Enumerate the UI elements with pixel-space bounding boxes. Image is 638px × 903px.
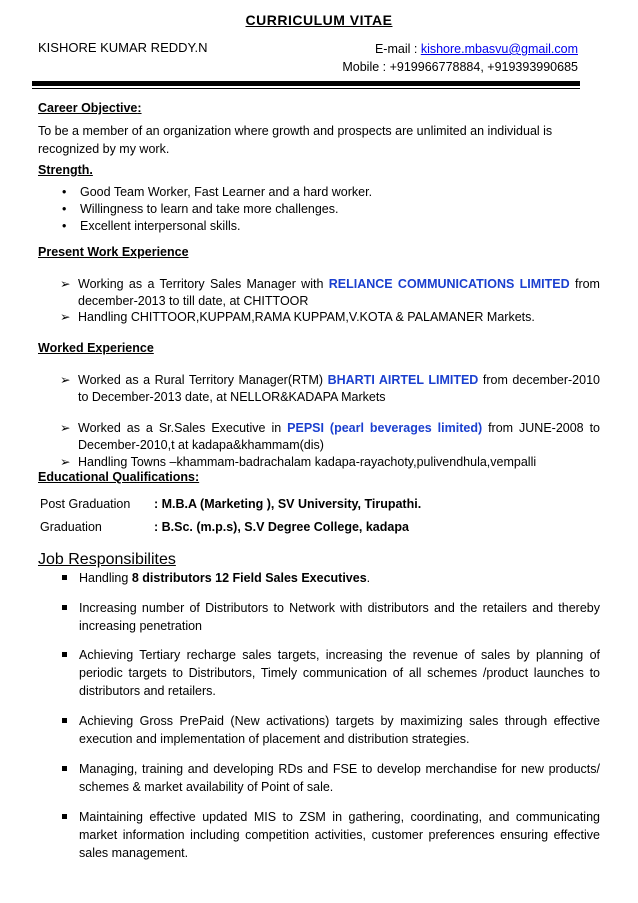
responsibility-text: Managing, training and developing RDs and FSE to develop merchandise for new products/ schemes & market availability of Point of sale. [79,762,600,794]
responsibility-text: Achieving Gross PrePaid (New activations) targets by maximizing sales through effective execution and implementation of placement and distribution strategies. [79,714,600,746]
square-bullet-icon [62,718,67,723]
arrow-bullet-icon: ➢ [60,373,71,387]
worked-experience-item [60,420,600,454]
company-name: PEPSI (pearl beverages limited) [287,421,483,435]
education-value: : B.Sc. (m.p.s), S.V Degree College, kadapa [154,520,409,534]
education-label: Graduation [40,520,102,534]
responsibility-item [62,599,600,635]
company-name: BHARTI AIRTEL LIMITED [327,373,479,387]
responsibility-text: Maintaining effective updated MIS to ZSM in gathering, coordinating, and communicating market information including competition activities, customer preferences ensuring effective sales management. [79,810,600,860]
career-objective-text: To be a member of an organization where growth and prospects are unlimited an individual is recognized by my work. [38,124,553,156]
responsibility-item [62,646,600,700]
header-divider-thick [32,81,580,86]
strength-heading: Strength. [38,163,93,177]
candidate-name: KISHORE KUMAR REDDY.N [38,40,208,55]
career-objective-colon: : [137,101,142,115]
worked-experience-item [60,454,600,471]
list-item: • Willingness to learn and take more challenges. [60,201,600,218]
arrow-bullet-icon: ➢ [60,310,71,324]
present-item1-text: Working as a Territory Sales Manager with [78,277,329,291]
company-name: RELIANCE COMMUNICATIONS LIMITED [328,277,570,291]
worked-experience-item [60,372,600,406]
square-bullet-icon [62,652,67,657]
education-label: Post Graduation [40,497,131,511]
header-divider-thin [32,88,580,89]
education-row [40,520,409,534]
arrow-bullet-icon: ➢ [60,455,71,469]
responsibility-text: Handling [79,571,132,585]
present-work-item [60,309,600,326]
strength-list [60,184,600,235]
responsibility-item [62,760,600,796]
square-bullet-icon [62,814,67,819]
arrow-bullet-icon: ➢ [60,277,71,291]
present-item2-text: Handling CHITTOOR,KUPPAM,RAMA KUPPAM,V.KOTA & PALAMANER Markets. [78,310,535,324]
education-heading: Educational Qualifications: [38,470,200,484]
list-item: • Excellent interpersonal skills. [60,218,600,235]
worked-item2-text: Worked as a Sr.Sales Executive in [78,421,288,435]
worked-item1-text: Worked as a Rural Territory Manager(RTM) [78,373,328,387]
education-row [40,497,421,511]
responsibility-text: Increasing number of Distributors to Network with distributors and the retailers and thereby increasing penetration [79,601,600,633]
job-responsibilities-heading: Job Responsibilites [38,551,176,568]
responsibility-item [62,569,600,587]
responsibility-item [62,808,600,862]
arrow-bullet-icon: ➢ [60,421,71,435]
square-bullet-icon [62,605,67,610]
square-bullet-icon [62,766,67,771]
present-work-item [60,276,600,310]
worked-item3-text: Handling Towns –khammam-badrachalam kadapa-rayachoty,pulivendhula,vempalli [78,455,537,469]
responsibility-item [62,712,600,748]
email-link[interactable]: kishore.mbasvu@gmail.com [420,42,578,56]
worked-experience-heading: Worked Experience [38,341,154,355]
education-value: : M.B.A (Marketing ), SV University, Tirupathi. [154,497,422,511]
square-bullet-icon [62,575,67,580]
email-label: E-mail : [374,42,421,56]
contact-block [342,40,578,76]
email-line [342,40,578,58]
worked-item2-tail: from JUNE-2008 to December-2010,t at kadapa&khammam(dis) [78,421,600,452]
responsibility-text: Achieving Tertiary recharge sales targets, increasing the revenue of sales by planning of periodic targets to Distributors, Timely communication of all schemes /product launches to distributors and retailers. [79,648,600,698]
list-item: • Good Team Worker, Fast Learner and a hard worker. [60,184,600,201]
document-title: CURRICULUM VITAE [245,12,393,28]
responsibility-tail: . [366,571,371,585]
career-objective-heading-text: Career Objective [38,101,138,115]
worked-item1-tail: from december-2010 to December-2013 date, at NELLOR&KADAPA Markets [78,373,600,404]
career-objective-heading [38,101,142,115]
present-item1-tail: from december-2013 to till date, at CHITTOOR [78,277,600,308]
responsibility-highlight: 8 distributors 12 Field Sales Executives [131,571,367,585]
present-work-heading: Present Work Experience [38,245,189,259]
mobile-line: Mobile : +919966778884, +919393990685 [342,60,578,74]
